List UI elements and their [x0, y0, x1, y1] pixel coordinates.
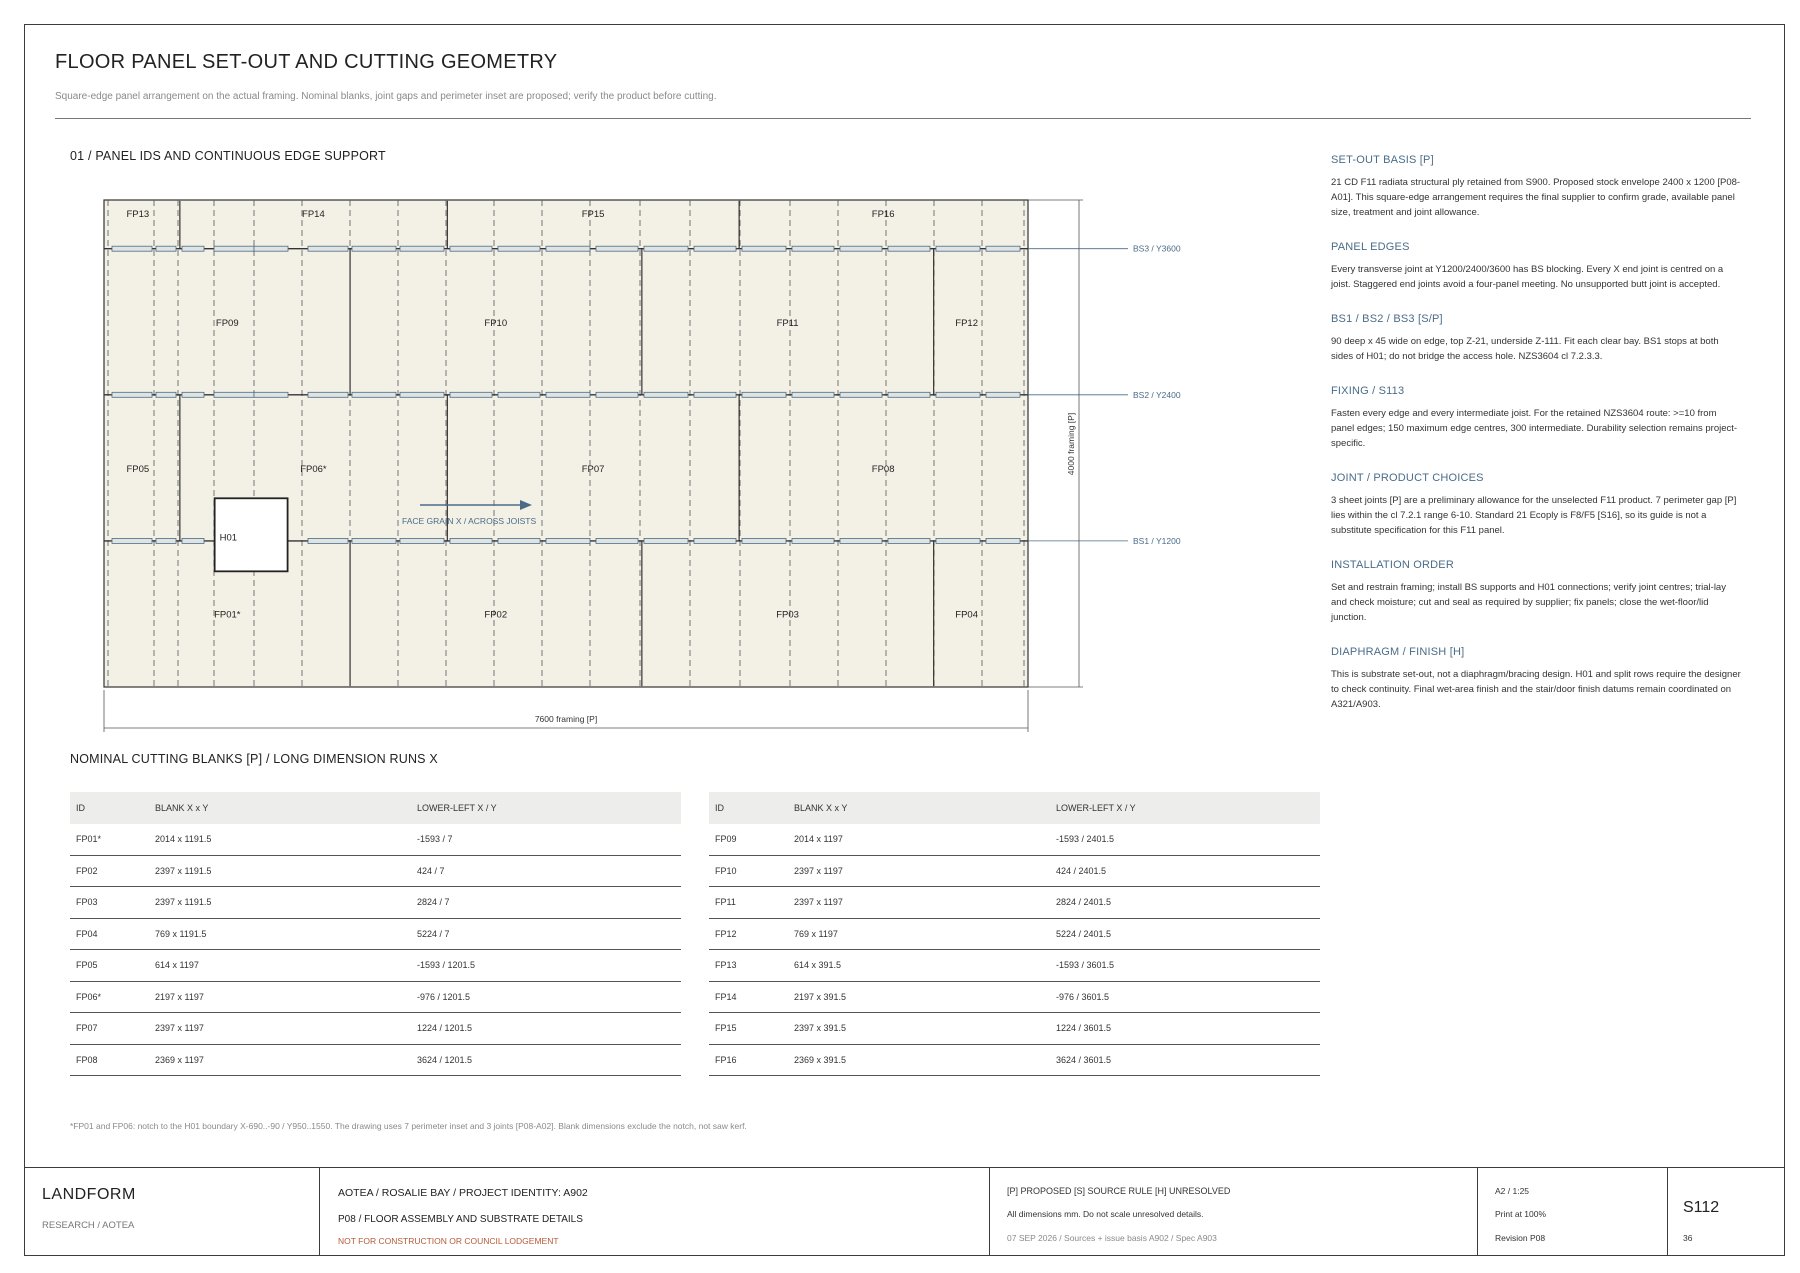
blocking-piece [214, 392, 254, 397]
panel-label: FP06* [300, 463, 327, 475]
cell-id: FP02 [76, 865, 98, 876]
cell-lower-left: 424 / 7 [417, 865, 445, 876]
issue-basis: 07 SEP 2026 / Sources + issue basis A902 / Spec A903 [1007, 1233, 1217, 1243]
sheet-id: S112 [1683, 1199, 1720, 1216]
company-name: LANDFORM [42, 1186, 136, 1203]
blocking-piece [888, 246, 930, 251]
dims-note: All dimensions mm. Do not scale unresolved details. [1007, 1209, 1204, 1219]
table-row [70, 887, 681, 919]
blocking-label: BS1 / Y1200 [1133, 535, 1181, 546]
panel-label: FP08 [871, 463, 895, 475]
tb-scale-cell [1478, 1168, 1668, 1256]
note-body: 21 CD F11 radiata structural ply retained from S900. Proposed stock envelope 2400 x 1200 [P08-A01]. This square-edge arrangement requires the final supplier to confirm grade, available panel size, treatment and joint allowance. [1331, 177, 1741, 218]
blocking-label: BS2 / Y2400 [1133, 389, 1181, 400]
blocking-piece [450, 392, 492, 397]
cell-blank: 2397 x 1197 [155, 1023, 204, 1034]
panel-label: FP07 [581, 463, 605, 475]
blanks-footnote: *FP01 and FP06: notch to the H01 boundary X-690..-90 / Y950..1550. The drawing uses 7 perimeter inset and 3 joints [P08-A02]. Blank dimensions exclude the notch, not saw kerf. [70, 1121, 747, 1131]
note-body: Fasten every edge and every intermediate joist. For the retained NZS3604 route: >=10 from panel edges; 150 maximum edge centres, 300 intermediate. Durability selection remains project-specific. [1331, 408, 1738, 449]
cell-id: FP12 [715, 928, 737, 939]
legend-text: [P] PROPOSED [S] SOURCE RULE [H] UNRESOLVED [1007, 1186, 1231, 1196]
table-row [70, 919, 681, 951]
table-row [709, 1013, 1320, 1045]
blocking-piece [644, 538, 688, 543]
cell-id: FP13 [715, 960, 737, 971]
cell-blank: 2014 x 1197 [794, 834, 843, 845]
panel-label: FP03 [776, 609, 799, 621]
cell-blank: 2197 x 1197 [155, 991, 204, 1002]
cell-lower-left: 1224 / 1201.5 [417, 1023, 473, 1034]
blocking-piece [214, 246, 254, 251]
table-row [70, 824, 681, 856]
panel-label: FP09 [215, 317, 239, 329]
blocking-piece [792, 392, 834, 397]
header-blank: BLANK X x Y [155, 803, 209, 813]
note-body: Set and restrain framing; install BS supports and H01 connections; verify joint centres; trial-lay and check moisture; cut and seal as required by supplier; fix panels; close the wet-floor/lid junction. [1331, 582, 1726, 623]
blocking-piece [644, 246, 688, 251]
blocking-piece [792, 246, 834, 251]
note-heading: SET-OUT BASIS [P] [1331, 154, 1434, 166]
note-body: 90 deep x 45 wide on edge, top Z-21, underside Z-111. Fit each clear bay. BS1 stops at both sides of H01; do not bridge the access hole. NZS3604 cl 7.2.3.3. [1331, 336, 1719, 362]
table-row [709, 856, 1320, 888]
blocking-piece [596, 538, 638, 543]
blocking-piece [450, 538, 492, 543]
cell-lower-left: 3624 / 3601.5 [1056, 1054, 1112, 1065]
cell-lower-left: -976 / 1201.5 [417, 991, 471, 1002]
panel-label: FP10 [484, 317, 508, 329]
cell-lower-left: 3624 / 1201.5 [417, 1054, 473, 1065]
panel-label: FP16 [871, 208, 895, 220]
blocking-piece [694, 538, 736, 543]
cell-blank: 769 x 1191.5 [155, 928, 207, 939]
blocking-piece [308, 246, 348, 251]
panel-label: FP11 [776, 317, 799, 329]
cell-blank: 614 x 391.5 [794, 960, 842, 971]
blocking-piece [308, 538, 348, 543]
header-lower-left: LOWER-LEFT X / Y [1056, 803, 1136, 813]
tb-sheet-cell [1668, 1168, 1784, 1256]
blocking-piece [546, 246, 590, 251]
cell-lower-left: 1224 / 3601.5 [1056, 1023, 1112, 1034]
blanks-table-right [709, 792, 1320, 1076]
panel-label: FP02 [484, 609, 508, 621]
blocking-piece [112, 392, 152, 397]
table-row [70, 950, 681, 982]
header-id: ID [715, 803, 724, 813]
cell-blank: 2369 x 391.5 [794, 1054, 847, 1065]
cell-blank: 614 x 1197 [155, 960, 199, 971]
cell-lower-left: -1593 / 7 [417, 834, 453, 845]
cell-id: FP05 [76, 960, 98, 971]
blocking-label: BS3 / Y3600 [1133, 243, 1181, 254]
blocking-piece [112, 246, 152, 251]
blocking-piece [308, 392, 348, 397]
cell-blank: 2397 x 1191.5 [155, 897, 212, 908]
blocking-piece [182, 392, 204, 397]
blocking-piece [546, 538, 590, 543]
cell-id: FP09 [715, 834, 737, 845]
table-row [709, 887, 1320, 919]
note-heading: INSTALLATION ORDER [1331, 559, 1454, 571]
blocking-piece [840, 246, 882, 251]
dim-x-label: 7600 framing [P] [534, 714, 598, 724]
note-heading: DIAPHRAGM / FINISH [H] [1331, 646, 1465, 658]
table-row [70, 1045, 681, 1077]
note-heading: JOINT / PRODUCT CHOICES [1331, 472, 1484, 484]
hole-label: H01 [219, 532, 238, 544]
blocking-piece [450, 246, 492, 251]
blocking-piece [112, 538, 152, 543]
table-header [70, 792, 681, 824]
project-identity: AOTEA / ROSALIE BAY / PROJECT IDENTITY: A902 [338, 1187, 588, 1199]
note-body: This is substrate set-out, not a diaphragm/bracing design. H01 and split rows require the designer to check continuity. Final wet-area finish and the stair/door finish datums remain coordinated on A321/A903. [1331, 669, 1741, 710]
cell-blank: 2014 x 1191.5 [155, 834, 212, 845]
table-header [709, 792, 1320, 824]
page-subtitle: Square-edge panel arrangement on the actual framing. Nominal blanks, joint gaps and perimeter inset are proposed; verify the product before cutting. [55, 91, 717, 102]
cell-blank: 2397 x 1197 [794, 865, 843, 876]
blocking-piece [742, 246, 786, 251]
blocking-piece [400, 246, 444, 251]
cell-id: FP11 [715, 897, 736, 908]
blocking-piece [936, 392, 980, 397]
cell-id: FP06* [76, 991, 102, 1002]
blocking-piece [498, 246, 540, 251]
cell-id: FP10 [715, 865, 737, 876]
blocking-piece [254, 392, 288, 397]
blocking-piece [694, 246, 736, 251]
cell-lower-left: 5224 / 7 [417, 928, 450, 939]
blocking-piece [986, 538, 1020, 543]
blocking-piece [792, 538, 834, 543]
package-title: P08 / FLOOR ASSEMBLY AND SUBSTRATE DETAILS [338, 1214, 583, 1225]
blocking-piece [182, 246, 204, 251]
tb-legend-cell [990, 1168, 1478, 1256]
cell-blank: 2397 x 1197 [794, 897, 843, 908]
blocking-piece [156, 538, 176, 543]
blanks-table-left [70, 792, 681, 1076]
blocking-piece [840, 392, 882, 397]
blocking-piece [742, 538, 786, 543]
panel-label: FP14 [302, 208, 325, 220]
title-block [24, 1167, 1785, 1256]
company-sub: RESEARCH / AOTEA [42, 1220, 135, 1231]
notes-panel [1331, 154, 1741, 733]
blocking-piece [936, 538, 980, 543]
sheet-number: 36 [1683, 1233, 1693, 1243]
cell-lower-left: 2824 / 2401.5 [1056, 897, 1112, 908]
cell-blank: 769 x 1197 [794, 928, 838, 939]
cell-id: FP04 [76, 928, 98, 939]
blocking-piece [254, 246, 288, 251]
blocking-piece [742, 392, 786, 397]
cell-id: FP15 [715, 1023, 737, 1034]
cell-lower-left: 2824 / 7 [417, 897, 450, 908]
revision-text: Revision P08 [1495, 1233, 1546, 1243]
blanks-section-title: NOMINAL CUTTING BLANKS [P] / LONG DIMENSION RUNS X [70, 752, 438, 766]
blocking-piece [400, 538, 444, 543]
panel-label: FP13 [126, 208, 150, 220]
cell-lower-left: 424 / 2401.5 [1056, 865, 1107, 876]
tb-company-cell [24, 1168, 320, 1256]
panel-label: FP01* [214, 609, 241, 621]
blocking-piece [986, 392, 1020, 397]
warning-text: NOT FOR CONSTRUCTION OR COUNCIL LODGEMENT [338, 1236, 559, 1246]
blocking-piece [596, 246, 638, 251]
blocking-piece [352, 538, 396, 543]
cell-lower-left: -1593 / 2401.5 [1056, 834, 1115, 845]
blocking-piece [888, 538, 930, 543]
blocking-piece [182, 538, 204, 543]
header-id: ID [76, 803, 85, 813]
grain-label: FACE GRAIN X / ACROSS JOISTS [402, 516, 537, 526]
dim-y-label: 4000 framing [P] [1066, 412, 1076, 476]
blocking-piece [644, 392, 688, 397]
blocking-piece [156, 246, 176, 251]
blocking-piece [498, 392, 540, 397]
plan-section-title: 01 / PANEL IDS AND CONTINUOUS EDGE SUPPORT [70, 149, 386, 163]
blocking-piece [400, 392, 444, 397]
cell-id: FP03 [76, 897, 98, 908]
panel-label: FP12 [955, 317, 979, 329]
blocking-piece [352, 246, 396, 251]
table-row [70, 982, 681, 1014]
table-row [709, 824, 1320, 856]
cell-blank: 2369 x 1197 [155, 1054, 204, 1065]
print-text: Print at 100% [1495, 1209, 1547, 1219]
scale-text: A2 / 1:25 [1495, 1186, 1530, 1196]
cell-id: FP16 [715, 1054, 737, 1065]
cell-id: FP07 [76, 1023, 98, 1034]
cell-id: FP08 [76, 1054, 98, 1065]
blocking-piece [888, 392, 930, 397]
blocking-piece [840, 538, 882, 543]
blocking-piece [596, 392, 638, 397]
table-row [709, 950, 1320, 982]
cell-lower-left: -976 / 3601.5 [1056, 991, 1110, 1002]
page-title: FLOOR PANEL SET-OUT AND CUTTING GEOMETRY [55, 51, 558, 73]
cell-id: FP01* [76, 834, 102, 845]
cell-id: FP14 [715, 991, 737, 1002]
note-heading: PANEL EDGES [1331, 241, 1410, 253]
cell-blank: 2397 x 1191.5 [155, 865, 212, 876]
blocking-piece [156, 392, 176, 397]
panel-label: FP15 [581, 208, 605, 220]
note-heading: FIXING / S113 [1331, 385, 1405, 397]
cell-blank: 2197 x 391.5 [794, 991, 847, 1002]
note-body: 3 sheet joints [P] are a preliminary allowance for the unselected F11 product. 7 perimeter gap [P] lies within the cl 7.2.1 range 6-10. Standard 21 Ecoply is F8/F5 [S16], so its guide is not a substitute specification for this F11 panel. [1331, 495, 1737, 536]
cell-blank: 2397 x 391.5 [794, 1023, 847, 1034]
header-blank: BLANK X x Y [794, 803, 848, 813]
blocking-piece [498, 538, 540, 543]
panel-label: FP05 [126, 463, 150, 475]
note-body: Every transverse joint at Y1200/2400/3600 has BS blocking. Every X end joint is centred on a joist. Staggered end joints avoid a four-panel meeting. No unsupported butt joint is accepted. [1331, 264, 1724, 290]
cell-lower-left: -1593 / 3601.5 [1056, 960, 1115, 971]
blocking-piece [986, 246, 1020, 251]
blocking-piece [352, 392, 396, 397]
table-row [709, 982, 1320, 1014]
cell-lower-left: 5224 / 2401.5 [1056, 928, 1112, 939]
blocking-piece [936, 246, 980, 251]
blocking-piece [546, 392, 590, 397]
blocking-piece [694, 392, 736, 397]
header-lower-left: LOWER-LEFT X / Y [417, 803, 497, 813]
floor-outline [104, 200, 1028, 687]
table-row [70, 1013, 681, 1045]
table-row [709, 1045, 1320, 1077]
note-heading: BS1 / BS2 / BS3 [S/P] [1331, 313, 1443, 325]
table-row [70, 856, 681, 888]
cell-lower-left: -1593 / 1201.5 [417, 960, 476, 971]
panel-label: FP04 [955, 609, 979, 621]
table-row [709, 919, 1320, 951]
tb-project-cell [320, 1168, 990, 1256]
